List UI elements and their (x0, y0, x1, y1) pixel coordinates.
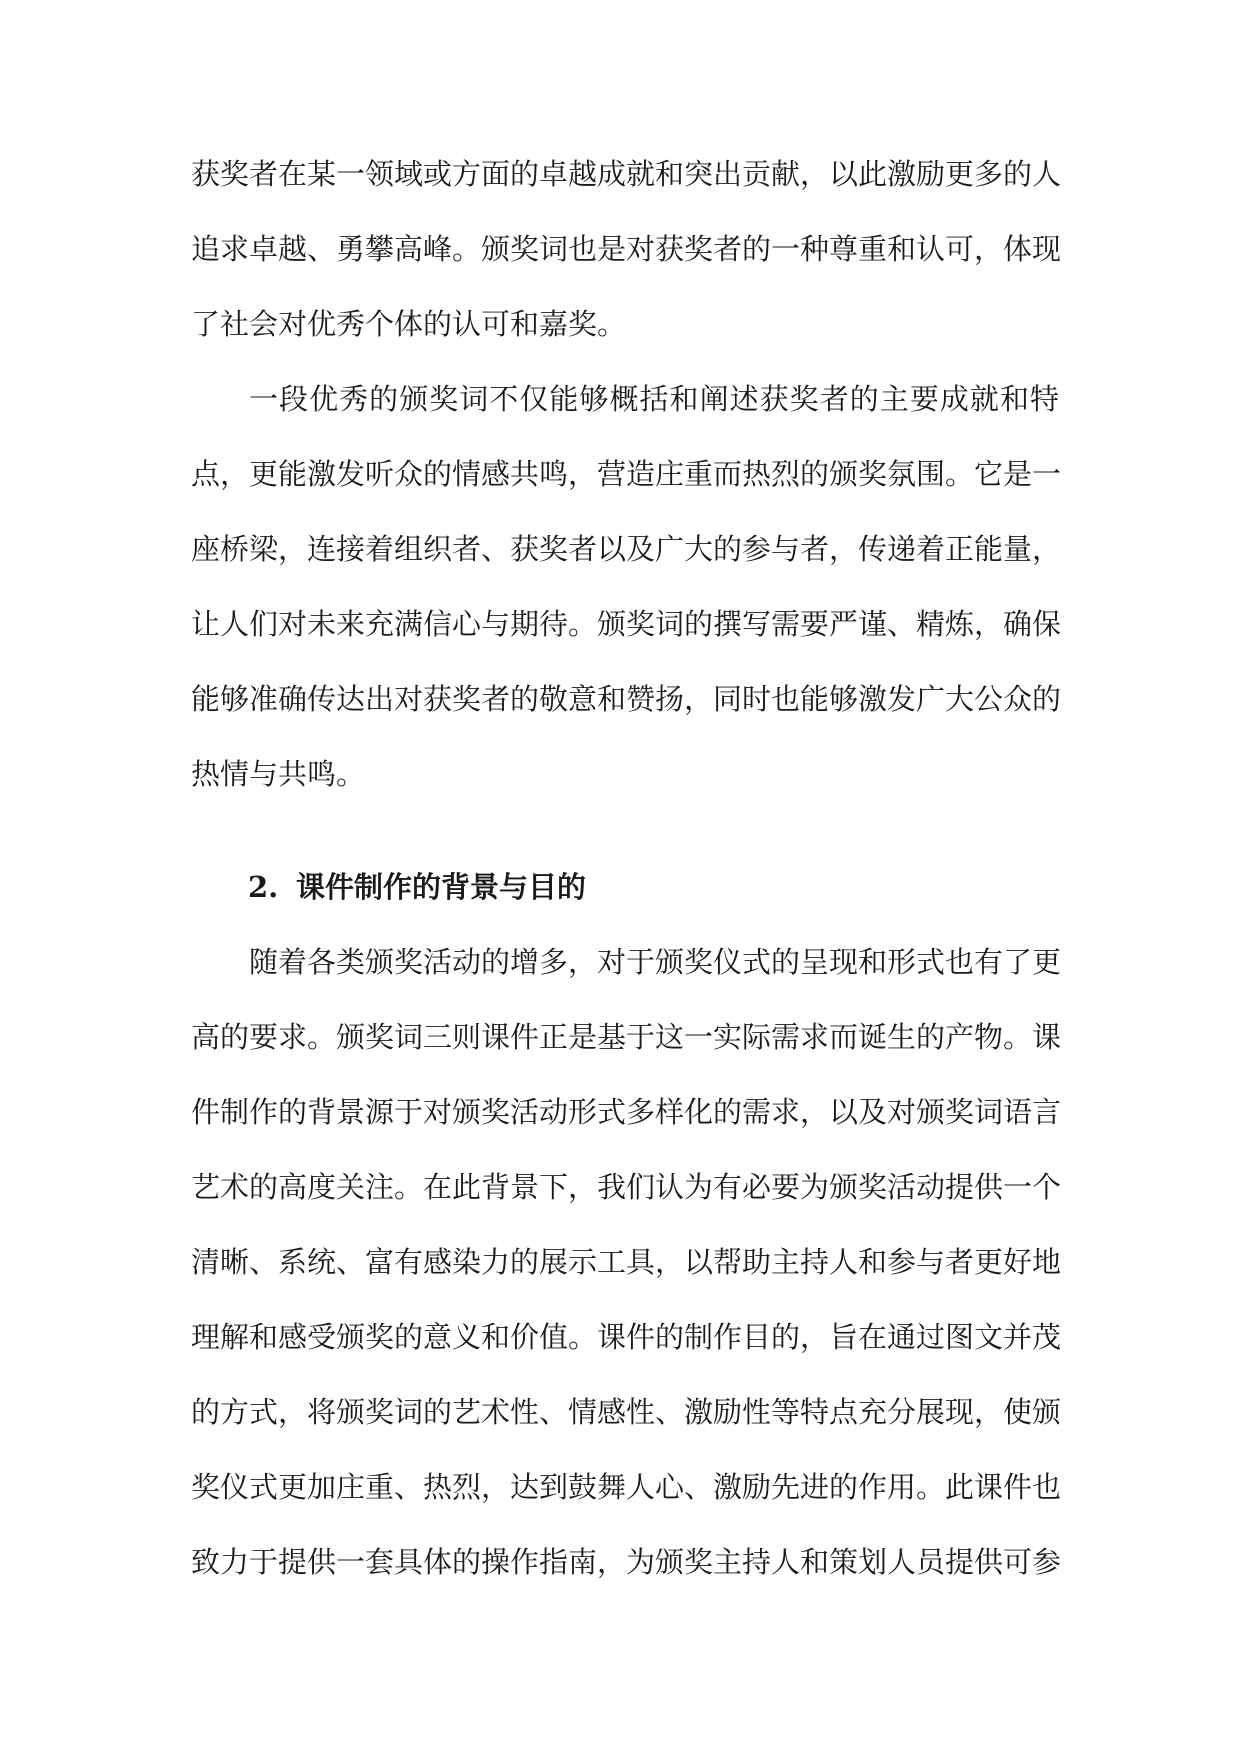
text-line: 清晰、系统、富有感染力的展示工具，以帮助主持人和参与者更好地 (191, 1245, 1062, 1279)
text-line: 的方式，将颁奖词的艺术性、情感性、激励性等特点充分展现，使颁 (191, 1395, 1062, 1429)
text-line: 能够准确传达出对获奖者的敬意和赞扬，同时也能够激发广大公众的 (191, 682, 1062, 716)
paragraph (191, 362, 1062, 812)
text-line: 了社会对优秀个体的认可和嘉奖。 (191, 307, 627, 341)
text-line: 让人们对未来充满信心与期待。颁奖词的撰写需要严谨、精炼，确保 (191, 607, 1062, 641)
text-line: 高的要求。颁奖词三则课件正是基于这一实际需求而诞生的产物。课 (191, 1020, 1062, 1054)
paragraph (191, 137, 1062, 362)
text-line: 追求卓越、勇攀高峰。颁奖词也是对获奖者的一种尊重和认可，体现 (191, 232, 1062, 266)
text-line: 一段优秀的颁奖词不仅能够概括和阐述获奖者的主要成就和特 (249, 382, 1059, 416)
section-title: 课件制作的背景与目的 (296, 870, 587, 904)
text-line: 获奖者在某一领域或方面的卓越成就和突出贡献，以此激励更多的人 (191, 157, 1062, 191)
section-heading (191, 850, 1059, 925)
text-line: 理解和感受颁奖的意义和价值。课件的制作目的，旨在通过图文并茂 (191, 1320, 1062, 1354)
text-line: 艺术的高度关注。在此背景下，我们认为有必要为颁奖活动提供一个 (191, 1170, 1062, 1204)
text-line: 热情与共鸣。 (191, 757, 366, 791)
text-line: 件制作的背景源于对颁奖活动形式多样化的需求，以及对颁奖词语言 (191, 1095, 1062, 1129)
section-number: 2. (248, 870, 279, 904)
document-body (191, 137, 1062, 1600)
text-line: 座桥梁，连接着组织者、获奖者以及广大的参与者，传递着正能量， (191, 532, 1062, 566)
text-line: 致力于提供一套具体的操作指南，为颁奖主持人和策划人员提供可参 (191, 1545, 1062, 1579)
text-line: 随着各类颁奖活动的增多，对于颁奖仪式的呈现和形式也有了更 (249, 945, 1062, 979)
paragraph (191, 925, 1062, 1600)
text-line: 点，更能激发听众的情感共鸣，营造庄重而热烈的颁奖氛围。它是一 (191, 457, 1062, 491)
text-line: 奖仪式更加庄重、热烈，达到鼓舞人心、激励先进的作用。此课件也 (191, 1470, 1062, 1504)
